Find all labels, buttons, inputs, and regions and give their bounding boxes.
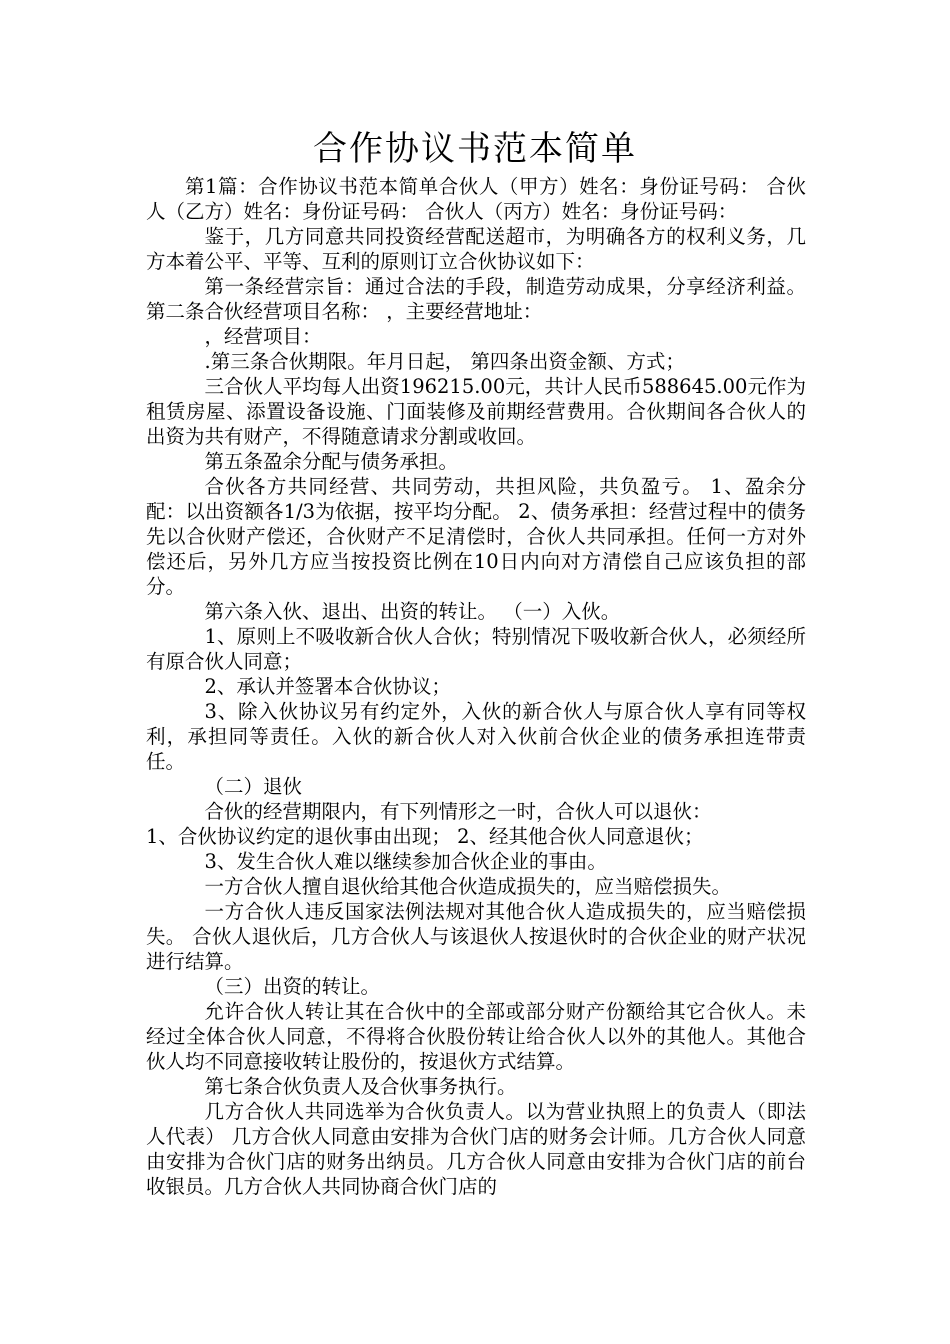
paragraph-21: 第七条合伙负责人及合伙事务执行。 [204, 1075, 517, 1098]
paragraph-10: 1、原则上不吸收新合伙人合伙；特别情况下吸收新合伙人，必须经所有原合伙人同意； [146, 625, 806, 673]
paragraph-18: 一方合伙人违反国家法例法规对其他合伙人造成损失的，应当赔偿损失。 合伙人退伙后，几方合伙人与该退伙人按退伙时的合伙企业的财产状况进行结算。 [146, 900, 806, 973]
paragraph-9: 第六条入伙、退出、出资的转让。 （一）入伙。 [204, 600, 621, 623]
paragraph-22: 几方合伙人共同选举为合伙负责人。以为营业执照上的负责人（即法人代表） 几方合伙人同意由安排为合伙门店的财务会计师。几方合伙人同意由安排为合伙门店的财务出纳员。几方合伙人同意由安排为合伙门店的前台收银员。几方合伙人共同协商合伙门店的 [146, 1100, 806, 1198]
paragraph-1: 第1篇：合作协议书范本简单合伙人（甲方）姓名：身份证号码： 合伙人（乙方）姓名：身份证号码： 合伙人（丙方）姓名：身份证号码： [146, 175, 806, 223]
paragraph-12: 3、除入伙协议另有约定外，入伙的新合伙人与原合伙人享有同等权利，承担同等责任。入伙的新合伙人对入伙前合伙企业的债务承担连带责任。 [146, 700, 806, 773]
paragraph-14: 合伙的经营期限内，有下列情形之一时，合伙人可以退伙： [204, 800, 712, 823]
paragraph-4: ，经营项目： [204, 325, 322, 348]
paragraph-15: 1、合伙协议约定的退伙事由出现； 2、经其他合伙人同意退伙； [146, 825, 704, 848]
paragraph-2: 鉴于，几方同意共同投资经营配送超市，为明确各方的权利义务，几方本着公平、平等、互利的原则订立合伙协议如下： [146, 225, 806, 273]
paragraph-5: .第三条合伙期限。年月日起， 第四条出资金额、方式； [204, 350, 685, 373]
document-body [146, 174, 806, 1199]
paragraph-3: 第一条经营宗旨：通过合法的手段，制造劳动成果，分享经济利益。 第二条合伙经营项目名称： ，主要经营地址： [146, 275, 806, 323]
paragraph-19: （三）出资的转让。 [204, 975, 381, 998]
paragraph-16: 3、发生合伙人难以继续参加合伙企业的事由。 [204, 850, 607, 873]
paragraph-6: 三合伙人平均每人出资196215.00元，共计人民币588645.00元作为租赁房屋、添置设备设施、门面装修及前期经营费用。合伙期间各合伙人的出资为共有财产，不得随意请求分割或收回。 [146, 375, 806, 448]
paragraph-13: （二）退伙 [204, 775, 303, 798]
paragraph-17: 一方合伙人擅自退伙给其他合伙造成损失的，应当赔偿损失。 [204, 875, 732, 898]
paragraph-8: 合伙各方共同经营、共同劳动，共担风险，共负盈亏。 1、盈余分配：以出资额各1/3为依据，按平均分配。 2、债务承担：经营过程中的债务先以合伙财产偿还，合伙财产不足清偿时，合伙人共同承担。任何一方对外偿还后，另外几方应当按投资比例在10日内向对方清偿自己应该负担的部分。 [146, 475, 806, 598]
paragraph-11: 2、承认并签署本合伙协议； [204, 675, 451, 698]
paragraph-7: 第五条盈余分配与债务承担。 [204, 450, 459, 473]
paragraph-20: 允许合伙人转让其在合伙中的全部或部分财产份额给其它合伙人。未经过全体合伙人同意，不得将合伙股份转让给合伙人以外的其他人。其他合伙人均不同意接收转让股份的，按退伙方式结算。 [146, 1000, 806, 1073]
document-title: 合作协议书范本简单 [313, 129, 637, 169]
